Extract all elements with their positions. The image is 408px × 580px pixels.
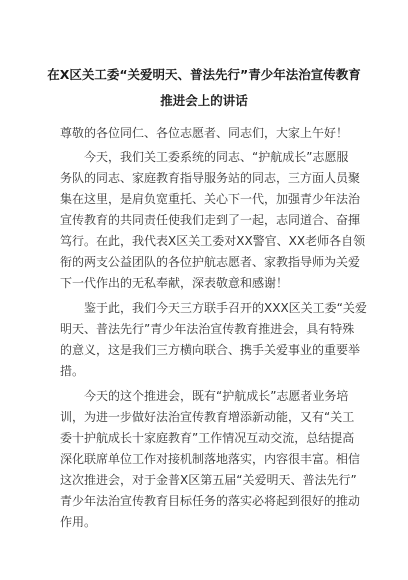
paragraph-3-line: 委十护航成长十家庭教育”工作情况互动交流，总结提高: [60, 431, 355, 445]
paragraph-1-line: 笃行。在此，我代表X区关工委对XX警官、XX老师各自领: [60, 234, 366, 248]
paragraph-1-line: 务队的同志、家庭教育指导服务站的同志，三方面人员聚: [60, 171, 361, 185]
paragraph-1-line: 下一代作出的无私奉献，深表敬意和感谢！: [60, 276, 289, 290]
paragraph-3-line: 深化联席单位工作对接机制落地落实，内容很丰富。相信: [60, 452, 361, 466]
paragraph-3-line: 作用。: [60, 515, 97, 529]
paragraph-1-line: 宣传教育的共同责任使我们走到了一起，志同道合、奋揮: [60, 213, 361, 227]
paragraph-2-line: 明天、普法先行”青少年法治宣传教育推进会，具有特殊: [60, 322, 355, 336]
salutation: 尊敬的各位同仁、各位志愿者、同志们，大家上午好！: [60, 126, 349, 140]
document-title-line-1: 在X区关工委“关爱明天、普法先行”青少年法治宣传教育: [47, 67, 361, 82]
paragraph-2-line: 措。: [60, 364, 85, 378]
paragraph-2-line: 鉴于此，我们今天三方联手召开的XXX区关工委“关爱: [84, 301, 367, 315]
paragraph-1-line: 集在这里，是肩负宽重托、关心下一代，加强青少年法治: [60, 192, 361, 206]
document-title-line-2: 推进会上的讲话: [160, 93, 248, 108]
paragraph-3-line: 今天的这个推进会，既有“护航成长”志愿者业务培: [84, 389, 349, 403]
paragraph-1-line: 今天，我们关工委系统的同志、“护航成长”志愿服: [84, 150, 349, 164]
paragraph-3-line: 青少年法治宣传教育目标任务的落实必将起到很好的推动: [60, 494, 361, 508]
paragraph-1-line: 衔的两支公益团队的各位护航志愿者、家教指导师为关爱: [60, 255, 361, 269]
paragraph-2-line: 的意义，这是我们三方横向联合、携手关爱事业的重要举: [60, 343, 361, 357]
paragraph-3-line: 训，为进一步做好法治宣传教育增添新动能，又有“关工: [60, 410, 355, 424]
paragraph-3-line: 这次推进会，对于金普X区第五届“关爱明天、普法先行”: [60, 473, 357, 487]
